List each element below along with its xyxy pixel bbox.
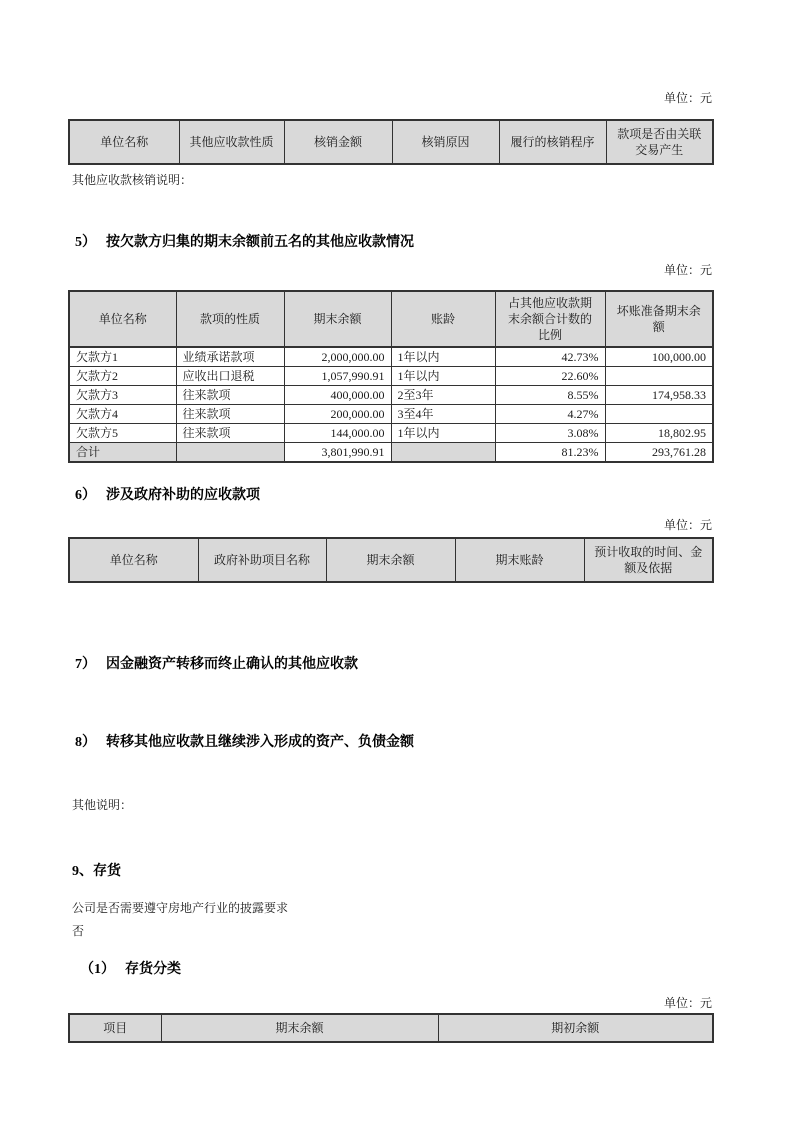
section7-title: 因金融资产转移而终止确认的其他应收款	[106, 657, 358, 672]
inventory-class-number: （1）	[80, 962, 115, 977]
inventory-class-heading	[80, 961, 793, 979]
header-cell: 核销金额	[284, 120, 392, 164]
gov-subsidy-table	[68, 537, 714, 583]
total-label: 合计	[69, 443, 176, 463]
total-baddebt: 293,761.28	[605, 443, 713, 463]
section9-heading: 9、存货	[72, 864, 121, 879]
unit-label: 单位：元	[663, 263, 712, 277]
total-row	[69, 443, 713, 463]
cell-aging: 1年以内	[391, 347, 495, 367]
top5-debtors-table	[68, 290, 714, 463]
table-header-row	[69, 120, 713, 164]
section7-heading	[75, 656, 793, 674]
header-cell: 期末余额	[284, 291, 391, 347]
section5-title: 按欠款方归集的期末余额前五名的其他应收款情况	[106, 235, 414, 250]
cell-nature: 业绩承诺款项	[176, 347, 284, 367]
cell-debtor: 欠款方4	[69, 405, 176, 424]
cell-debtor: 欠款方3	[69, 386, 176, 405]
inventory-table	[68, 1013, 714, 1043]
unit-label: 单位：元	[663, 518, 712, 532]
cell-nature: 往来款项	[176, 424, 284, 443]
cell-ratio: 42.73%	[495, 347, 605, 367]
header-cell: 款项的性质	[176, 291, 284, 347]
header-cell: 单位名称	[69, 120, 179, 164]
table-row	[69, 347, 713, 367]
header-cell: 期末余额	[326, 538, 455, 582]
cell-baddebt	[605, 367, 713, 386]
section6-number: 6）	[75, 488, 96, 503]
section5-number: 5）	[75, 235, 96, 250]
header-cell: 坏账准备期末余额	[605, 291, 713, 347]
section7-number: 7）	[75, 657, 96, 672]
cell-debtor: 欠款方2	[69, 367, 176, 386]
cell-ratio: 22.60%	[495, 367, 605, 386]
cell-baddebt: 100,000.00	[605, 347, 713, 367]
table-row	[69, 367, 713, 386]
inventory-class-title: 存货分类	[125, 962, 181, 977]
cell-aging: 2至3年	[391, 386, 495, 405]
header-cell: 占其他应收款期末余额合计数的比例	[495, 291, 605, 347]
header-cell: 期末账龄	[455, 538, 584, 582]
section5-heading	[75, 234, 793, 252]
header-cell: 其他应收款性质	[179, 120, 284, 164]
cell-nature: 往来款项	[176, 386, 284, 405]
section8-title: 转移其他应收款且继续涉入形成的资产、负债金额	[106, 735, 414, 750]
other-note: 其他说明：	[72, 798, 133, 812]
cell-balance: 200,000.00	[284, 405, 391, 424]
cell-balance: 400,000.00	[284, 386, 391, 405]
unit-label: 单位：元	[663, 91, 712, 105]
total-balance: 3,801,990.91	[284, 443, 391, 463]
cell-baddebt: 18,802.95	[605, 424, 713, 443]
cell-nature: 应收出口退税	[176, 367, 284, 386]
header-cell: 核销原因	[392, 120, 499, 164]
cell-debtor: 欠款方5	[69, 424, 176, 443]
cell-balance: 144,000.00	[284, 424, 391, 443]
cell-balance: 1,057,990.91	[284, 367, 391, 386]
table-header-row	[69, 1014, 713, 1042]
header-cell: 履行的核销程序	[499, 120, 606, 164]
section6-heading	[75, 487, 793, 505]
section6-title: 涉及政府补助的应收款项	[106, 488, 260, 503]
total-empty	[176, 443, 284, 463]
header-cell: 单位名称	[69, 538, 198, 582]
cell-balance: 2,000,000.00	[284, 347, 391, 367]
header-cell: 预计收取的时间、金额及依据	[584, 538, 713, 582]
cell-aging: 1年以内	[391, 424, 495, 443]
cell-debtor: 欠款方1	[69, 347, 176, 367]
cell-baddebt	[605, 405, 713, 424]
header-cell: 账龄	[391, 291, 495, 347]
section8-heading	[75, 734, 793, 752]
table-header-row	[69, 538, 713, 582]
header-cell: 政府补助项目名称	[198, 538, 326, 582]
realestate-disclosure-answer: 否	[72, 924, 85, 938]
header-cell: 期初余额	[438, 1014, 713, 1042]
cell-baddebt: 174,958.33	[605, 386, 713, 405]
table-row	[69, 405, 713, 424]
cell-ratio: 8.55%	[495, 386, 605, 405]
writeoff-table	[68, 119, 714, 165]
cell-ratio: 3.08%	[495, 424, 605, 443]
realestate-disclosure-question: 公司是否需要遵守房地产行业的披露要求	[72, 901, 289, 915]
cell-ratio: 4.27%	[495, 405, 605, 424]
header-cell: 单位名称	[69, 291, 176, 347]
total-ratio: 81.23%	[495, 443, 605, 463]
table-header-row	[69, 291, 713, 347]
unit-label: 单位：元	[663, 996, 712, 1010]
table-row	[69, 386, 713, 405]
section8-number: 8）	[75, 735, 96, 750]
header-cell: 款项是否由关联交易产生	[606, 120, 713, 164]
header-cell: 期末余额	[161, 1014, 438, 1042]
header-cell: 项目	[69, 1014, 161, 1042]
cell-aging: 3至4年	[391, 405, 495, 424]
cell-nature: 往来款项	[176, 405, 284, 424]
cell-aging: 1年以内	[391, 367, 495, 386]
writeoff-note: 其他应收款核销说明：	[72, 173, 193, 187]
total-empty	[391, 443, 495, 463]
table-row	[69, 424, 713, 443]
